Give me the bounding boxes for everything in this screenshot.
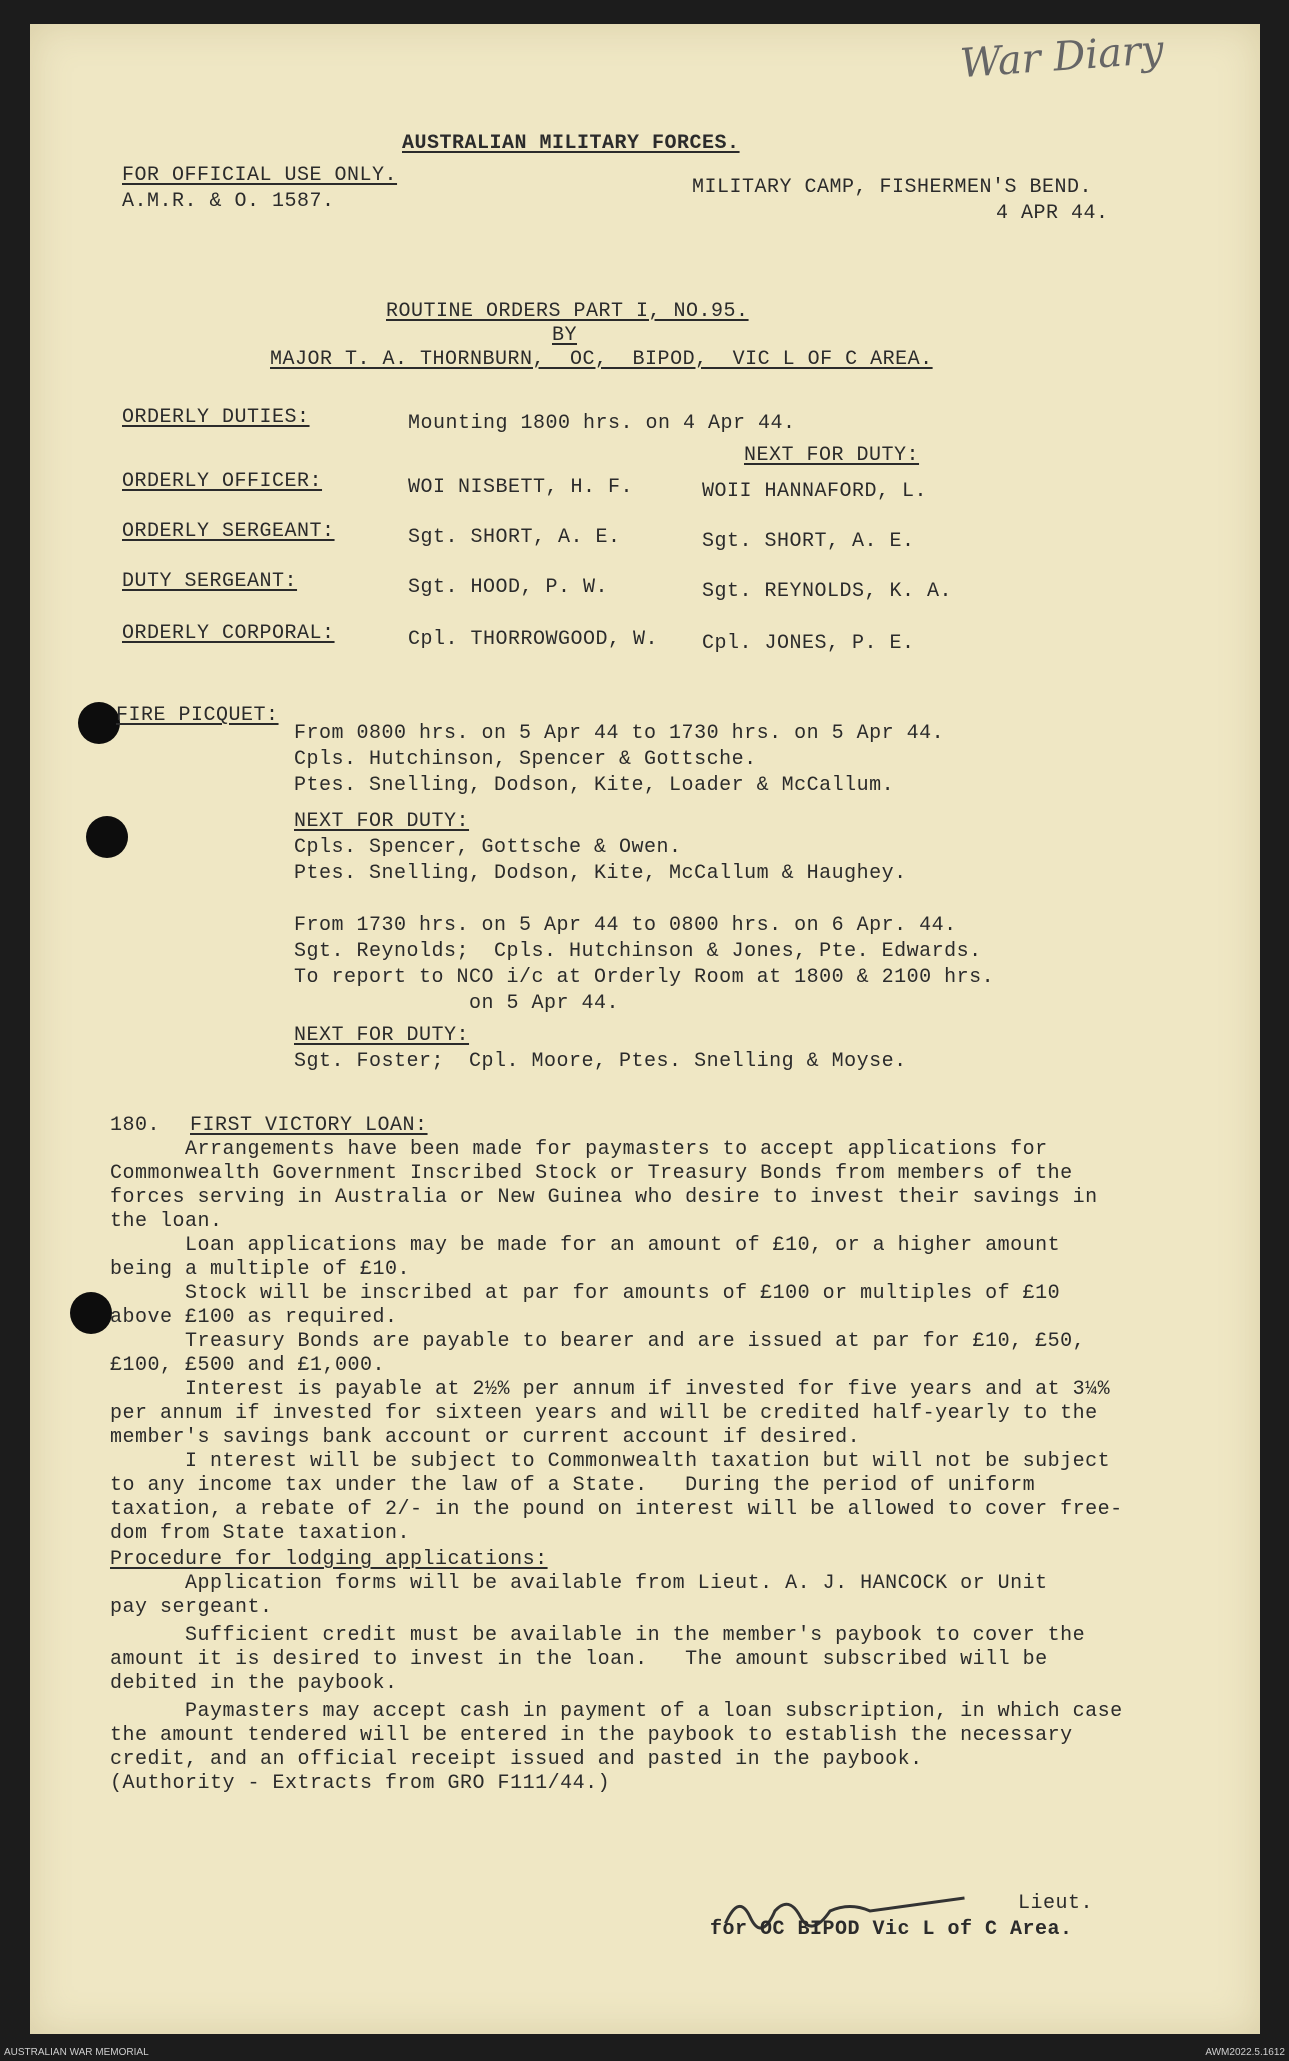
duty-current: Sgt. SHORT, A. E. bbox=[408, 526, 621, 549]
picquet-line: Sgt. Foster; Cpl. Moore, Ptes. Snelling & Moyse. bbox=[294, 1050, 907, 1073]
official-use-label: FOR OFFICIAL USE ONLY. bbox=[122, 164, 398, 187]
signatory-unit: for OC BIPOD Vic L of C Area. bbox=[710, 1918, 1073, 1941]
duty-role: DUTY SERGEANT: bbox=[122, 570, 298, 593]
document-page bbox=[30, 24, 1260, 2034]
loan-line: Arrangements have been made for paymasters to accept applications for bbox=[110, 1138, 1048, 1161]
duty-role: ORDERLY CORPORAL: bbox=[122, 622, 335, 645]
orders-issuer: MAJOR T. A. THORNBURN, OC, BIPOD, VIC L OF C AREA. bbox=[270, 348, 933, 371]
procedure-line: Paymasters may accept cash in payment of a loan subscription, in which case bbox=[110, 1700, 1123, 1723]
loan-line: I nterest will be subject to Commonwealth taxation but will not be subject bbox=[110, 1450, 1111, 1473]
loan-line: £100, £500 and £1,000. bbox=[110, 1354, 386, 1377]
section-number: 180. bbox=[110, 1114, 161, 1137]
loan-line: Treasury Bonds are payable to bearer and are issued at par for £10, £50, bbox=[110, 1330, 1086, 1353]
duty-current: Cpl. THORROWGOOD, W. bbox=[408, 628, 659, 651]
orders-title: ROUTINE ORDERS PART I, NO.95. bbox=[386, 300, 749, 323]
procedure-line: Application forms will be available from Lieut. A. J. HANCOCK or Unit bbox=[110, 1572, 1048, 1595]
procedure-heading: Procedure for lodging applications: bbox=[110, 1548, 548, 1571]
picquet-line: Cpls. Hutchinson, Spencer & Gottsche. bbox=[294, 748, 757, 771]
picquet-line: From 0800 hrs. on 5 Apr 44 to 1730 hrs. on 5 Apr 44. bbox=[294, 722, 945, 745]
loan-line: per annum if invested for sixteen years and will be credited half-yearly to the bbox=[110, 1402, 1098, 1425]
loan-line: member's savings bank account or current account if desired. bbox=[110, 1426, 861, 1449]
procedure-line: debited in the paybook. bbox=[110, 1672, 398, 1695]
procedure-line: credit, and an official receipt issued and pasted in the paybook. bbox=[110, 1748, 923, 1771]
picquet-line: Ptes. Snelling, Dodson, Kite, Loader & McCallum. bbox=[294, 774, 895, 797]
procedure-line: pay sergeant. bbox=[110, 1596, 273, 1619]
punch-hole bbox=[70, 1292, 112, 1334]
loan-line: Interest is payable at 2½% per annum if invested for five years and at 3¼% bbox=[110, 1378, 1111, 1401]
orders-by: BY bbox=[552, 324, 578, 347]
document-title: AUSTRALIAN MILITARY FORCES. bbox=[402, 132, 740, 155]
duty-role: ORDERLY OFFICER: bbox=[122, 470, 323, 493]
next-for-duty-heading: NEXT FOR DUTY: bbox=[294, 1024, 470, 1047]
next-for-duty-heading: NEXT FOR DUTY: bbox=[744, 444, 920, 467]
duty-role: ORDERLY SERGEANT: bbox=[122, 520, 335, 543]
loan-line: being a multiple of £10. bbox=[110, 1258, 411, 1281]
signatory-rank: Lieut. bbox=[1018, 1892, 1094, 1915]
picquet-line: To report to NCO i/c at Orderly Room at 1800 & 2100 hrs. bbox=[294, 966, 995, 989]
loan-heading: FIRST VICTORY LOAN: bbox=[190, 1114, 428, 1137]
footer-reference: AWM2022.5.1612 bbox=[1205, 2047, 1285, 2058]
punch-hole bbox=[86, 816, 128, 858]
duty-current: WOI NISBETT, H. F. bbox=[408, 476, 634, 499]
location: MILITARY CAMP, FISHERMEN'S BEND. bbox=[692, 176, 1093, 199]
loan-line: Commonwealth Government Inscribed Stock or Treasury Bonds from members of the bbox=[110, 1162, 1073, 1185]
loan-line: forces serving in Australia or New Guinea who desire to invest their savings in bbox=[110, 1186, 1098, 1209]
duty-next: Sgt. SHORT, A. E. bbox=[702, 530, 915, 553]
procedure-line: the amount tendered will be entered in the paybook to establish the necessary bbox=[110, 1724, 1073, 1747]
loan-line: taxation, a rebate of 2/- in the pound on interest will be allowed to cover free- bbox=[110, 1498, 1123, 1521]
picquet-line: Cpls. Spencer, Gottsche & Owen. bbox=[294, 836, 682, 859]
footer-source: AUSTRALIAN WAR MEMORIAL bbox=[4, 2047, 149, 2058]
loan-line: Stock will be inscribed at par for amounts of £100 or multiples of £10 bbox=[110, 1282, 1061, 1305]
picquet-line: Ptes. Snelling, Dodson, Kite, McCallum & Haughey. bbox=[294, 862, 907, 885]
procedure-line: amount it is desired to invest in the loan. The amount subscribed will be bbox=[110, 1648, 1048, 1671]
loan-line: dom from State taxation. bbox=[110, 1522, 411, 1545]
duty-next: Sgt. REYNOLDS, K. A. bbox=[702, 580, 953, 603]
mounting-time: Mounting 1800 hrs. on 4 Apr 44. bbox=[408, 412, 796, 435]
next-for-duty-heading: NEXT FOR DUTY: bbox=[294, 810, 470, 833]
loan-line: to any income tax under the law of a State. During the period of uniform bbox=[110, 1474, 1036, 1497]
loan-line: the loan. bbox=[110, 1210, 223, 1233]
orderly-duties-heading: ORDERLY DUTIES: bbox=[122, 406, 310, 429]
picquet-line: Sgt. Reynolds; Cpls. Hutchinson & Jones, Pte. Edwards. bbox=[294, 940, 982, 963]
duty-current: Sgt. HOOD, P. W. bbox=[408, 576, 609, 599]
procedure-line: Sufficient credit must be available in the member's paybook to cover the bbox=[110, 1624, 1086, 1647]
procedure-line: (Authority - Extracts from GRO F111/44.) bbox=[110, 1772, 611, 1795]
loan-line: Loan applications may be made for an amount of £10, or a higher amount bbox=[110, 1234, 1061, 1257]
document-date: 4 APR 44. bbox=[996, 202, 1109, 225]
duty-next: Cpl. JONES, P. E. bbox=[702, 632, 915, 655]
loan-line: above £100 as required. bbox=[110, 1306, 398, 1329]
picquet-line: From 1730 hrs. on 5 Apr 44 to 0800 hrs. on 6 Apr. 44. bbox=[294, 914, 957, 937]
picquet-line: on 5 Apr 44. bbox=[294, 992, 620, 1015]
reference-number: A.M.R. & O. 1587. bbox=[122, 190, 335, 213]
fire-picquet-heading: FIRE PICQUET: bbox=[116, 704, 279, 727]
punch-hole bbox=[78, 702, 120, 744]
duty-next: WOII HANNAFORD, L. bbox=[702, 480, 928, 503]
war-diary-annotation: War Diary bbox=[958, 26, 1166, 88]
